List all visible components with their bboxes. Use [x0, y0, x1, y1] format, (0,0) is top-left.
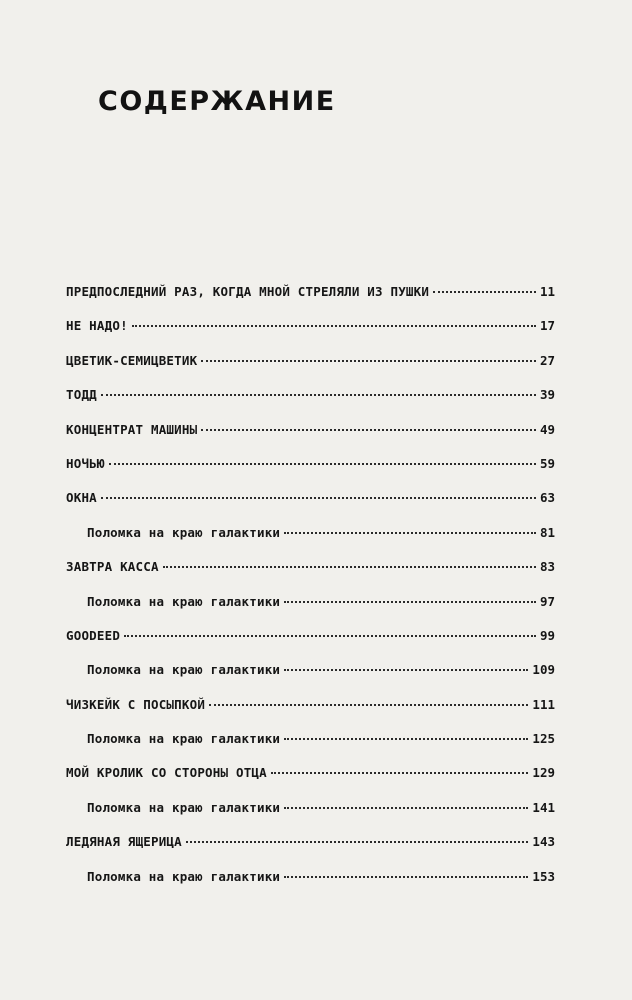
- toc-entry: [66, 453, 555, 487]
- dot-leader: [284, 532, 536, 534]
- toc-page-number: 153: [532, 868, 555, 884]
- toc-entry: [66, 384, 555, 418]
- toc-entry-title: ОКНА: [66, 490, 97, 506]
- toc-entry-title: Поломка на краю галактики: [87, 662, 281, 678]
- page-title: СОДЕРЖАНИЕ: [98, 86, 336, 118]
- toc-subentry: [66, 522, 555, 556]
- toc-entry-title: Поломка на краю галактики: [87, 868, 281, 884]
- dot-leader: [433, 291, 536, 293]
- toc-page-number: 17: [539, 318, 555, 334]
- toc-subentry: [66, 591, 555, 625]
- dot-leader: [284, 876, 528, 878]
- toc-entry-title: КОНЦЕНТРАТ МАШИНЫ: [66, 421, 198, 437]
- toc-entry: [66, 487, 555, 521]
- toc-subentry: [66, 797, 555, 831]
- toc-entry: [66, 694, 555, 728]
- toc-page-number: 125: [532, 731, 555, 747]
- toc-entry: [66, 625, 555, 659]
- toc-page-number: 49: [539, 421, 555, 437]
- dot-leader: [163, 566, 536, 568]
- toc-entry: [66, 556, 555, 590]
- toc-entry-title: НЕ НАДО!: [66, 318, 128, 334]
- dot-leader: [124, 635, 536, 637]
- toc-subentry: [66, 659, 555, 693]
- toc-entry-title: МОЙ КРОЛИК СО СТОРОНЫ ОТЦА: [66, 765, 267, 781]
- dot-leader: [284, 669, 528, 671]
- dot-leader: [271, 772, 529, 774]
- dot-leader: [201, 360, 536, 362]
- toc-subentry: [66, 728, 555, 762]
- toc-entry-title: ТОДД: [66, 387, 97, 403]
- toc-entry: [66, 419, 555, 453]
- dot-leader: [209, 704, 528, 706]
- dot-leader: [284, 807, 528, 809]
- toc-entry: [66, 350, 555, 384]
- toc-entry-title: ЛЕДЯНАЯ ЯЩЕРИЦА: [66, 834, 182, 850]
- toc-page-number: 27: [539, 352, 555, 368]
- toc-page-number: 109: [532, 662, 555, 678]
- toc-page-number: 63: [539, 490, 555, 506]
- toc-entry-title: Поломка на краю галактики: [87, 524, 281, 540]
- toc-subentry: [66, 866, 555, 900]
- toc-entry-title: НОЧЬЮ: [66, 455, 105, 471]
- toc-page-number: 141: [532, 799, 555, 815]
- toc-page-number: 83: [539, 559, 555, 575]
- toc-page-number: 99: [539, 627, 555, 643]
- dot-leader: [186, 841, 529, 843]
- toc-entry-title: Поломка на краю галактики: [87, 593, 281, 609]
- dot-leader: [201, 429, 536, 431]
- toc-entry-title: ЦВЕТИК-СЕМИЦВЕТИК: [66, 352, 198, 368]
- dot-leader: [284, 601, 536, 603]
- toc-entry: [66, 281, 555, 315]
- toc-page-number: 81: [539, 524, 555, 540]
- toc-entry: [66, 831, 555, 865]
- dot-leader: [109, 463, 536, 465]
- toc-entry: [66, 315, 555, 349]
- toc-entry: [66, 762, 555, 796]
- toc-entry-title: Поломка на краю галактики: [87, 799, 281, 815]
- dot-leader: [101, 394, 536, 396]
- toc-entry-title: ПРЕДПОСЛЕДНИЙ РАЗ, КОГДА МНОЙ СТРЕЛЯЛИ ИЗ ПУШКИ: [66, 284, 430, 299]
- toc-entry-title: Поломка на краю галактики: [87, 731, 281, 747]
- dot-leader: [132, 325, 536, 327]
- toc-entry-title: GOODEED: [66, 627, 121, 643]
- toc-page-number: 129: [532, 765, 555, 781]
- toc-page-number: 111: [532, 696, 555, 712]
- toc-entry-title: ЗАВТРА КАССА: [66, 559, 159, 575]
- toc-page-number: 143: [532, 834, 555, 850]
- toc-page-number: 39: [539, 387, 555, 403]
- toc-page-number: 97: [539, 593, 555, 609]
- table-of-contents: [66, 281, 555, 900]
- toc-page-number: 59: [539, 455, 555, 471]
- dot-leader: [284, 738, 528, 740]
- toc-entry-title: ЧИЗКЕЙК С ПОСЫПКОЙ: [66, 696, 206, 712]
- dot-leader: [101, 497, 536, 499]
- toc-page-number: 11: [539, 284, 555, 299]
